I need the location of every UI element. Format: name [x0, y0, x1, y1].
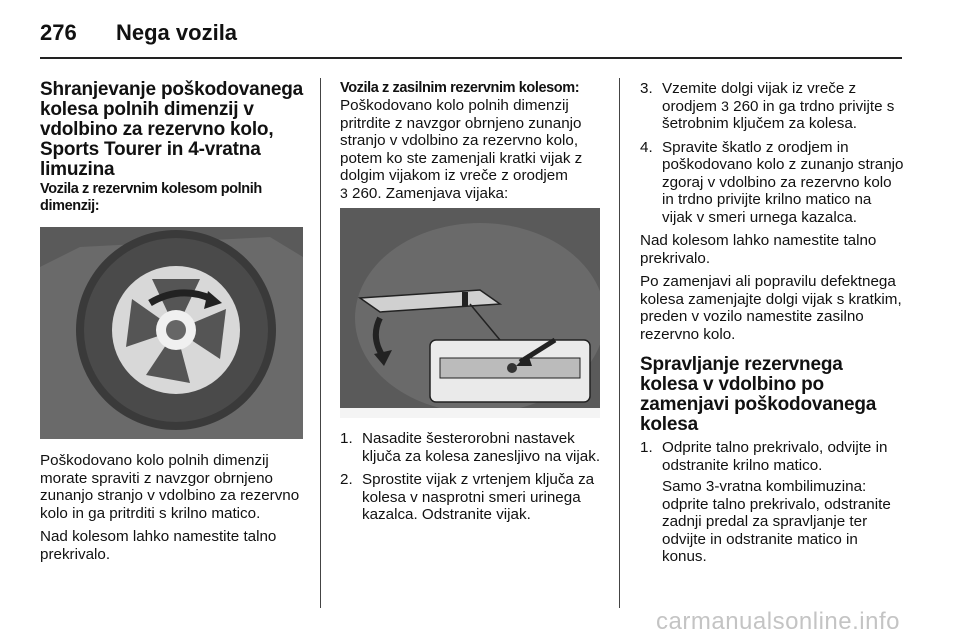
section-title: Nega vozila	[116, 20, 238, 45]
steps-list-1	[340, 430, 608, 524]
step-text: Odprite talno prekrivalo, odvijte in odstranite krilno matico.	[662, 439, 888, 474]
list-item	[340, 471, 608, 524]
step-text-continued: 260 in ga trdno privijte s šetrobnim ključem za kolesa.	[662, 97, 895, 132]
step-number: 1.	[340, 430, 353, 447]
subheading-emergency-wheel: Vozila z zasilnim rezervnim kolesom:	[340, 80, 580, 96]
spare-wheel-illustration	[40, 227, 303, 439]
page-number: 276	[40, 20, 77, 45]
paragraph-after-repair: Po zamenjavi ali popravilu defektnega kolesa zamenjajte dolgi vijak s kratkim, preden v vozilo namestite zasilno rezervno kolo.	[640, 273, 902, 343]
column-2-steps	[340, 430, 608, 530]
watermark: carmanualsonline.info	[656, 608, 900, 635]
subheading-full-size: Vozila z rezervnim kolesom polnih dimenzij:	[40, 181, 262, 214]
steps-list-3	[640, 439, 904, 566]
section-heading-1: Shranjevanje poškodovanega kolesa polnih dimenzij v vdolbino za rezervno kolo, Sports Tourer in 4-vratna limuzina	[40, 79, 303, 180]
step-text: Sprostite vijak z vrtenjem ključa za kolesa v nasprotni smeri urinega kazalca. Odstranite vijak.	[362, 471, 595, 523]
list-item	[340, 430, 608, 465]
paragraph-full-size-wheel: Poškodovano kolo polnih dimenzij morate spraviti z navzgor obrnjeno zunanjo stranjo v vdolbino za rezervno kolo in ga pritrditi s krilno matico.	[40, 452, 300, 522]
list-item	[640, 439, 904, 566]
bolt-replacement-illustration	[340, 208, 600, 418]
step-number: 2.	[340, 471, 353, 488]
column-divider-2	[619, 78, 620, 608]
section-heading-2: Spravljanje rezervnega kolesa v vdolbino po zamenjavi poškodovanega kolesa	[640, 354, 877, 435]
column-divider-1	[320, 78, 321, 608]
steps-list-2	[640, 80, 904, 226]
step-number: 1.	[640, 439, 653, 456]
column-2	[340, 80, 608, 208]
step-text: Nasadite šesterorobni nastavek ključa za kolesa zanesljivo na vijak.	[362, 430, 601, 465]
page-reference-arrow-icon: 3	[340, 184, 348, 201]
column-1-text	[40, 452, 310, 569]
column-1	[40, 80, 308, 215]
step-number: 3.	[640, 80, 653, 97]
list-item	[640, 80, 904, 133]
spare-wheel-figure	[40, 227, 303, 439]
bolt-replacement-figure	[340, 208, 600, 418]
step-note: Samo 3-vratna kombilimuzina: odprite talno prekrivalo, odstranite zadnji predal za spravljanje ter odvijte in odstranite matico in konus.	[662, 478, 891, 565]
step-number: 4.	[640, 138, 653, 156]
intro-reference: 260. Zamenjava vijaka:	[352, 184, 509, 202]
list-item	[640, 139, 904, 227]
paragraph-floor-cover-2: Nad kolesom lahko namestite talno prekrivalo.	[640, 232, 877, 267]
intro-text: Poškodovano kolo polnih dimenzij pritrdite z navzgor obrnjeno zunanjo stranjo v vdolbino za rezervno kolo, potem ko ste zamenjali kratki vijak z dolgim vijakom iz vreče z orodjem	[340, 97, 583, 184]
step-text: Vzemite dolgi vijak iz vreče z orodjem	[662, 80, 857, 115]
header-rule	[40, 57, 902, 59]
paragraph-floor-cover: Nad kolesom lahko namestite talno prekrivalo.	[40, 528, 277, 563]
column-3	[640, 80, 904, 572]
step-text: Spravite škatlo z orodjem in poškodovano kolo z zunanjo stranjo zgoraj v vdolbino za rezervno kolo in trdno privijte krilno matico na vijak v smeri urnega kazalca.	[662, 138, 904, 226]
page-reference-arrow-icon: 3	[721, 97, 729, 114]
